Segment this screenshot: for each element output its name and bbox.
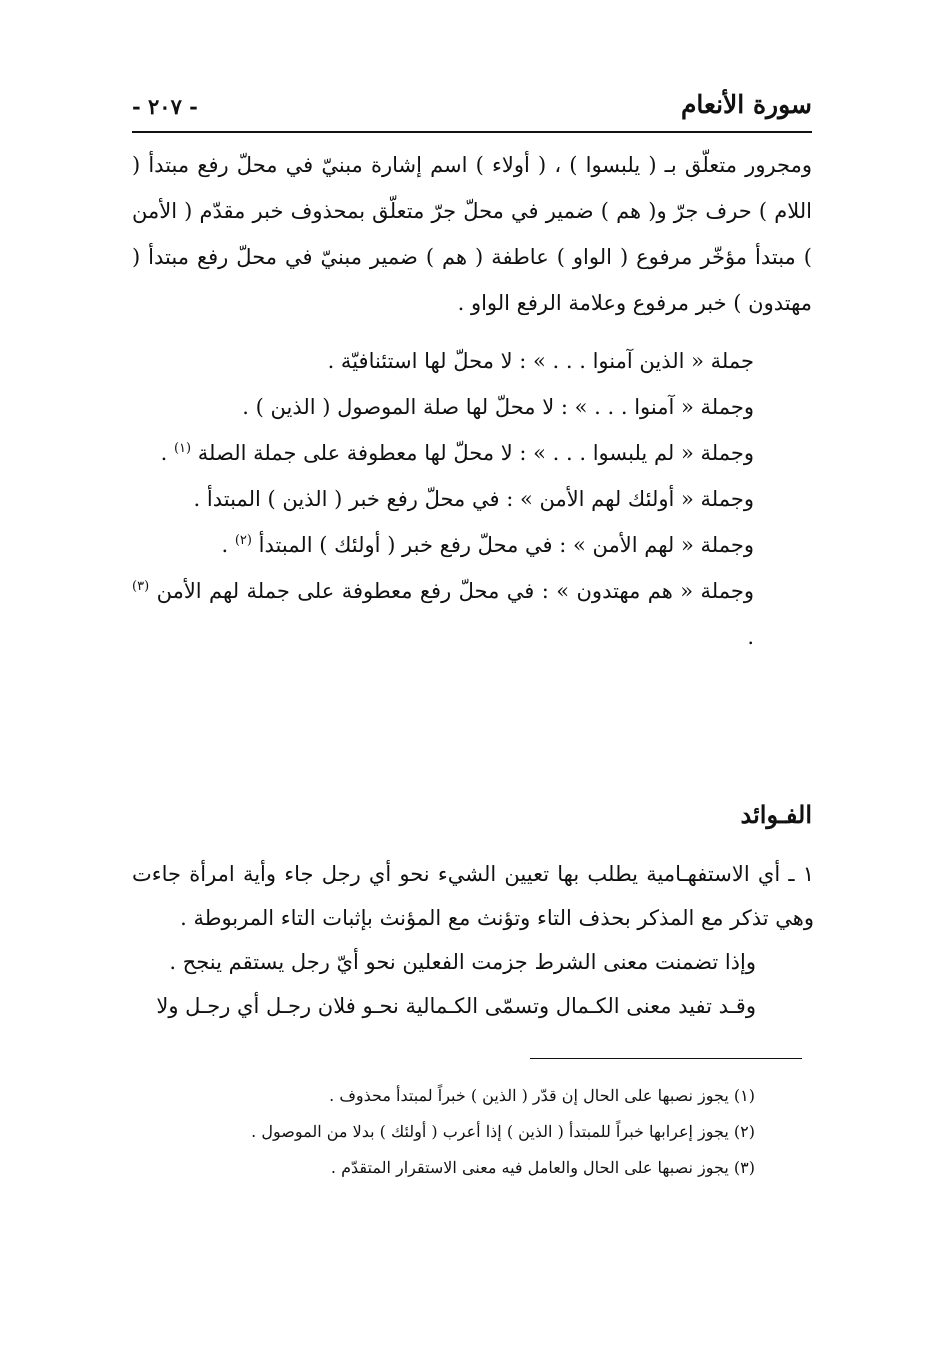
- sentence-text: وجملة « لهم الأمن » : في محلّ رفع خبر ( أولئك ) المبتدأ: [258, 533, 754, 557]
- footnote-ref[interactable]: (١): [173, 441, 192, 456]
- sentence-text: وجملة « أولئك لهم الأمن » : في محلّ رفع خبر ( الذين ) المبتدأ .: [193, 487, 754, 511]
- benefit-paragraph: وقـد تفيد معنى الكـمال وتسمّى الكـمالية نحـو فلان رجـل أي رجـل ولا: [156, 994, 756, 1018]
- page-header: [132, 88, 812, 132]
- section-heading: الفـوائد: [740, 800, 812, 829]
- footnote-3: (٣) يجوز نصبها على الحال والعامل فيه معنى الاستقرار المتقدّم .: [330, 1158, 755, 1177]
- surah-title: سورة الأنعام: [680, 90, 812, 119]
- benefit-paragraph: ١ ـ أي الاستفهـامية يطلب بها تعيين الشيء نحو أي رجل جاء وأية امرأة جاءت وهي تذكر مع المذكر بحذف التاء وتؤنث مع المؤنث بإثبات التاء المربوطة .: [132, 862, 814, 930]
- footnote-1: (١) يجوز نصبها على الحال إن قدّر ( الذين ) خبراً لمبتدأ محذوف .: [329, 1086, 755, 1105]
- page-number: - ٢٠٧ -: [132, 94, 198, 119]
- footnote-2: (٢) يجوز إعرابها خبراً للمبتدأ ( الذين ) إذا أعرب ( أولئك ) بدلا من الموصول .: [251, 1122, 755, 1141]
- footnotes: [155, 1078, 755, 1186]
- sentence-analysis-3: [132, 430, 812, 476]
- sentence-analysis-4: [132, 476, 812, 522]
- sentence-tail: .: [221, 533, 235, 557]
- benefit-paragraph: وإذا تضمنت معنى الشرط جزمت الفعلين نحو أيّ رجل يستقم ينجح .: [169, 950, 756, 974]
- sentence-text: وجملة « آمنوا . . . » : لا محلّ لها صلة الموصول ( الذين ) .: [242, 395, 754, 419]
- benefits-text: [132, 852, 814, 1028]
- footnote-divider: [530, 1058, 802, 1059]
- sentence-analysis-1: [132, 338, 812, 384]
- footnote-ref[interactable]: (٣): [132, 579, 150, 594]
- sentence-analysis-2: [132, 384, 812, 430]
- footnote-ref[interactable]: (٢): [234, 533, 252, 548]
- sentence-text: جملة « الذين آمنوا . . . » : لا محلّ لها استئنافيّة .: [327, 349, 754, 373]
- sentence-text: وجملة « هم مهتدون » : في محلّ رفع معطوفة على جملة لهم الأمن: [156, 579, 755, 603]
- main-text: [132, 142, 812, 660]
- sentence-text: وجملة « لم يلبسوا . . . » : لا محلّ لها معطوفة على جملة الصلة: [197, 441, 754, 465]
- header-divider: [132, 131, 812, 133]
- sentence-tail: .: [747, 625, 754, 649]
- grammar-paragraph: ومجرور متعلّق بـ ( يلبسوا ) ، ( أولاء ) اسم إشارة مبنيّ في محلّ رفع مبتدأ ( اللام ) حرف جرّ و( هم ) ضمير في محلّ جرّ متعلّق بمحذوف خبر مقدّم ( الأمن ) مبتدأ مؤخّر مرفوع ( الواو ) عاطفة ( هم ) ضمير مبنيّ في محلّ رفع مبتدأ ( مهتدون ) خبر مرفوع وعلامة الرفع الواو .: [132, 153, 812, 315]
- sentence-analysis-6: [132, 568, 812, 660]
- sentence-tail: .: [160, 441, 174, 465]
- sentence-analysis-5: [132, 522, 812, 568]
